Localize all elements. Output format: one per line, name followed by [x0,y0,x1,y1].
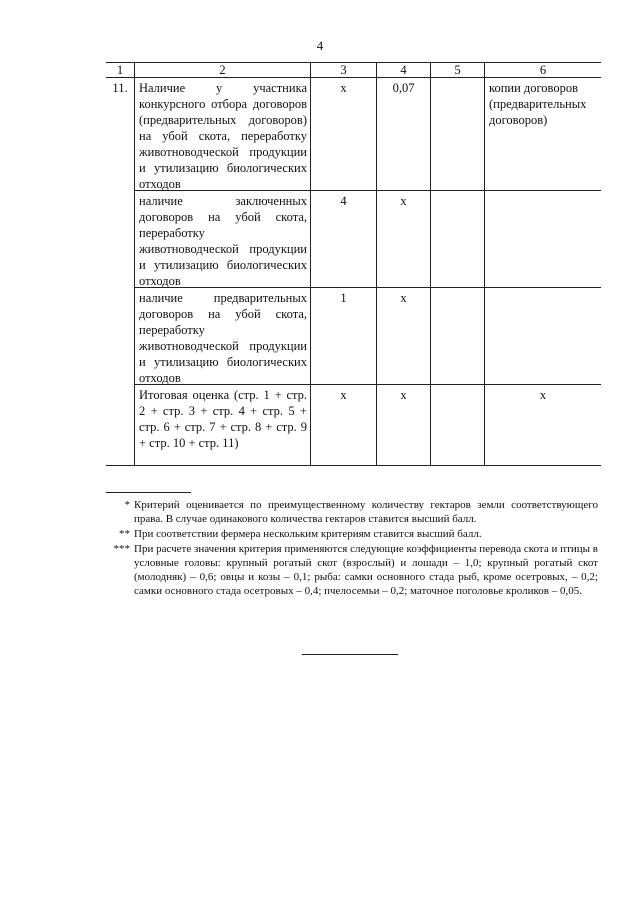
documents-cell: копии договоров (предварительных договоров) [489,81,587,127]
table-row [106,288,601,385]
weight-cell: х [377,288,431,385]
criterion-cell: Итоговая оценка (стр. 1 + стр. 2 + стр. 3 + стр. 4 + стр. 5 + стр. 6 + стр. 7 + стр. 8 + стр. 9 + стр. 10 + стр. 11) [135,385,311,466]
weight-cell: 0,07 [377,78,431,191]
score-cell: 1 [311,288,377,385]
score-cell: х [311,78,377,191]
header-cell-2: 2 [135,63,311,78]
header-cell-5: 5 [431,63,485,78]
documents-cell [485,288,602,385]
score-cell: х [311,385,377,466]
criteria-table [106,62,601,466]
weight-cell: х [377,385,431,466]
footnote-mark: * [124,499,130,511]
row-number [106,288,135,385]
header-cell-3: 3 [311,63,377,78]
criterion-cell: Наличие у участника конкурсного отбора договоров (предварительных договоров) на убой скота, переработку животноводческой продукции и утилизацию биологических отходов [135,78,311,191]
footnote [106,527,598,541]
footnote-mark: ** [119,528,130,540]
table-row [106,191,601,288]
criterion-cell: наличие предварительных договоров на убой скота, переработку животноводческой продукции и утилизацию биологических отходов [135,288,311,385]
table-row [106,78,601,191]
col5-cell [431,78,485,191]
col5-cell [431,288,485,385]
col5-cell [431,191,485,288]
footnote-text: При соответствии фермера нескольким критериям ставится высший балл. [134,528,482,540]
col5-cell [431,385,485,466]
row-number: 11. [106,78,135,191]
score-cell: 4 [311,191,377,288]
end-of-document-line [302,654,398,655]
table-row-total [106,385,601,466]
page-number: 4 [316,38,324,53]
documents-cell [485,191,602,288]
documents-cell: х [485,385,602,466]
row-number [106,385,135,466]
footnote-text: Критерий оценивается по преимущественному количеству гектаров земли соответствующего права. В случае одинакового количества гектаров ставится высший балл. [134,499,598,525]
header-cell-1: 1 [106,63,135,78]
criterion-cell: наличие заключенных договоров на убой скота, переработку животноводческой продукции и утилизацию биологических отходов [135,191,311,288]
header-cell-6: 6 [485,63,602,78]
footnote [106,498,598,526]
row-number [106,191,135,288]
footnotes [106,498,598,599]
footnote-separator [106,492,191,493]
weight-cell: х [377,191,431,288]
header-cell-4: 4 [377,63,431,78]
footnote [106,542,598,598]
table-header-row [106,63,601,78]
footnote-text: При расчете значения критерия применяются следующие коэффициенты перевода скота и птицы в условные головы: крупный рогатый скот (взрослый) и лошади – 1,0; крупный рогатый скот (молодняк) – 0,6; овцы и козы – 0,1; рыба: самки основного стада рыб, кроме осетровых, – 0,2; самки основного стада осетровых – 0,4; пчелосемьи – 0,2; маточное поголовье кроликов – 0,05. [134,543,598,597]
footnote-mark: *** [113,543,130,555]
